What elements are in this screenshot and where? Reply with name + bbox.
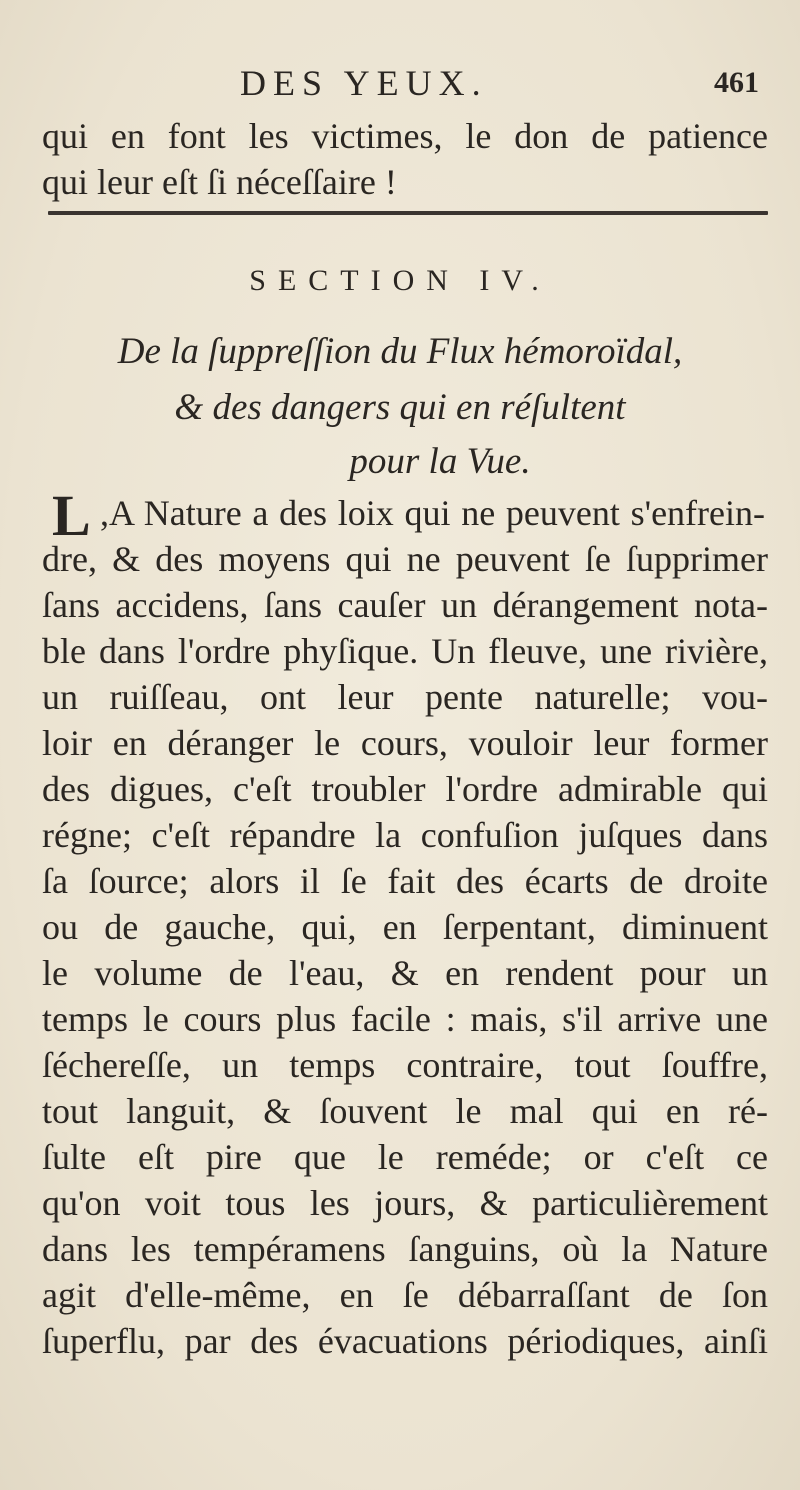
text-line: un ruiſſeau, ont leur pente naturelle; vou- xyxy=(42,677,768,717)
running-head: DES YEUX. xyxy=(240,63,488,103)
text-line: ſans accidens, ſans cauſer un dérangement nota- xyxy=(42,585,768,625)
text-line: le volume de l'eau, & en rendent pour un xyxy=(42,953,768,993)
text-line: qu'on voit tous les jours, & particulièrement xyxy=(42,1183,768,1223)
text-line: qui en font les victimes, le don de patience xyxy=(42,116,768,156)
text-line: ,A Nature a des loix qui ne peuvent s'enfrein- xyxy=(100,493,765,533)
text-line: ou de gauche, qui, en ſerpentant, diminuent xyxy=(42,907,768,947)
text-line: ſulte eſt pire que le reméde; or c'eſt ce xyxy=(42,1137,768,1177)
text-line: ſa ſource; alors il ſe fait des écarts de droite xyxy=(42,861,768,901)
text-line: des digues, c'eſt troubler l'ordre admirable qui xyxy=(42,769,768,809)
page-number: 461 xyxy=(714,66,759,99)
text-line: ſéchereſſe, un temps contraire, tout ſouffre, xyxy=(42,1045,768,1085)
drop-cap: L xyxy=(52,483,91,548)
text-line: temps le cours plus facile : mais, s'il arrive une xyxy=(42,999,768,1039)
section-divider xyxy=(48,211,768,215)
section-subtitle: pour la Vue. xyxy=(349,441,531,482)
text-line: ble dans l'ordre phyſique. Un fleuve, une rivière, xyxy=(42,631,768,671)
text-line: dans les tempéramens ſanguins, où la Nature xyxy=(42,1229,768,1269)
text-line: qui leur eſt ſi néceſſaire ! xyxy=(42,162,397,202)
text-line: loir en déranger le cours, vouloir leur former xyxy=(42,723,768,763)
text-line: agit d'elle-même, en ſe débarraſſant de ſon xyxy=(42,1275,768,1315)
text-line: ſuperflu, par des évacuations périodiques, ainſi xyxy=(42,1321,768,1361)
text-line: régne; c'eſt répandre la confuſion juſques dans xyxy=(42,815,768,855)
section-heading: SECTION IV. xyxy=(249,264,551,297)
section-subtitle: & des dangers qui en réſultent xyxy=(174,387,626,428)
text-line: dre, & des moyens qui ne peuvent ſe ſupprimer xyxy=(42,539,768,579)
section-subtitle: De la ſuppreſſion du Flux hémoroïdal, xyxy=(117,331,683,372)
text-line: tout languit, & ſouvent le mal qui en ré- xyxy=(42,1091,768,1131)
